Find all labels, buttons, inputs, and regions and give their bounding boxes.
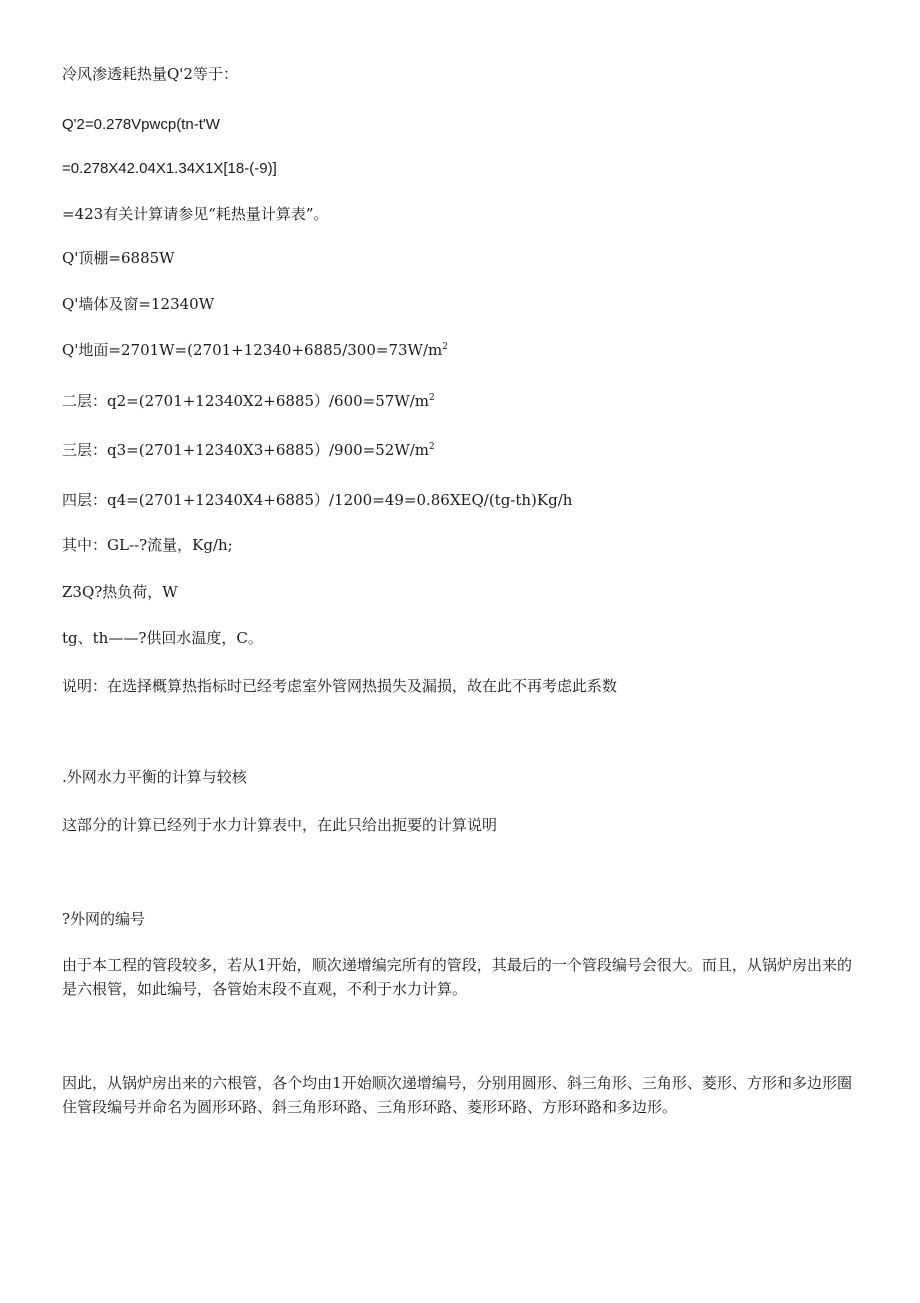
paragraph-numbering-problem: 由于本工程的管段较多，若从1开始，顺次递增编完所有的管段，其最后的一个管段编号会很大。而且，从锅炉房出来的是六根管，如此编号，各管始末段不直观，不利于水力计算。 bbox=[62, 956, 852, 998]
paragraph-numbering-method: 因此，从锅炉房出来的六根管，各个均由1开始顺次递增编号，分别用圆形、斜三角形、三角形、菱形、方形和多边形圈住管段编号并命名为圆形环路、斜三角形环路、三角形环路、菱形环路、方形环路和多边形。 bbox=[62, 1074, 852, 1116]
text-line-formula-q2: Q'2=0.278Vpwcp(tn-t'W bbox=[62, 116, 220, 133]
text-ground-formula: Q'地面=2701W=(2701+12340+6885/300=73W/m bbox=[62, 341, 443, 359]
superscript-2: 2 bbox=[429, 442, 435, 452]
text-line-wall-window: Q'墙体及窗=12340W bbox=[62, 295, 215, 313]
text-line-hydraulic-table: 这部分的计算已经列于水力计算表中，在此只给出扼要的计算说明 bbox=[62, 816, 498, 834]
text-line-heat-load: Z3Q?热负荷，W bbox=[62, 583, 178, 601]
text-floor-3-formula: 三层：q3=(2701+12340X3+6885）/900=52W/m bbox=[62, 441, 430, 459]
text-line-formula-calculation: =0.278X42.04X1.34X1X[18-(-9)] bbox=[62, 160, 277, 177]
text-line-ground bbox=[62, 340, 448, 360]
text-line-floor-2 bbox=[62, 391, 435, 411]
text-line-note: 说明：在选择概算热指标时已经考虑室外管网热损失及漏损，故在此不再考虑此系数 bbox=[62, 677, 618, 695]
text-floor-2-formula: 二层：q2=(2701+12340X2+6885）/600=57W/m bbox=[62, 392, 430, 410]
text-line-floor-4: 四层：q4=(2701+12340X4+6885）/1200=49=0.86XEQ/(tg-th)Kg/h bbox=[62, 491, 573, 509]
text-line-result-423: =423有关计算请参见“耗热量计算表”。 bbox=[62, 205, 329, 223]
superscript-2: 2 bbox=[429, 393, 435, 403]
text-line-floor-3 bbox=[62, 440, 435, 460]
text-line-ceiling: Q'顶棚=6885W bbox=[62, 249, 175, 267]
text-line-supply-return-temp: tg、th——?供回水温度，C。 bbox=[62, 629, 263, 647]
text-line-where-flow: 其中：GL--?流量，Kg/h; bbox=[62, 536, 233, 554]
section-heading-hydraulic-balance: .外网水力平衡的计算与较核 bbox=[62, 768, 247, 786]
superscript-2: 2 bbox=[442, 342, 448, 352]
section-heading-numbering: ?外网的编号 bbox=[62, 910, 146, 928]
text-line-cold-air-infiltration: 冷风渗透耗热量Q'2等于： bbox=[62, 65, 238, 83]
